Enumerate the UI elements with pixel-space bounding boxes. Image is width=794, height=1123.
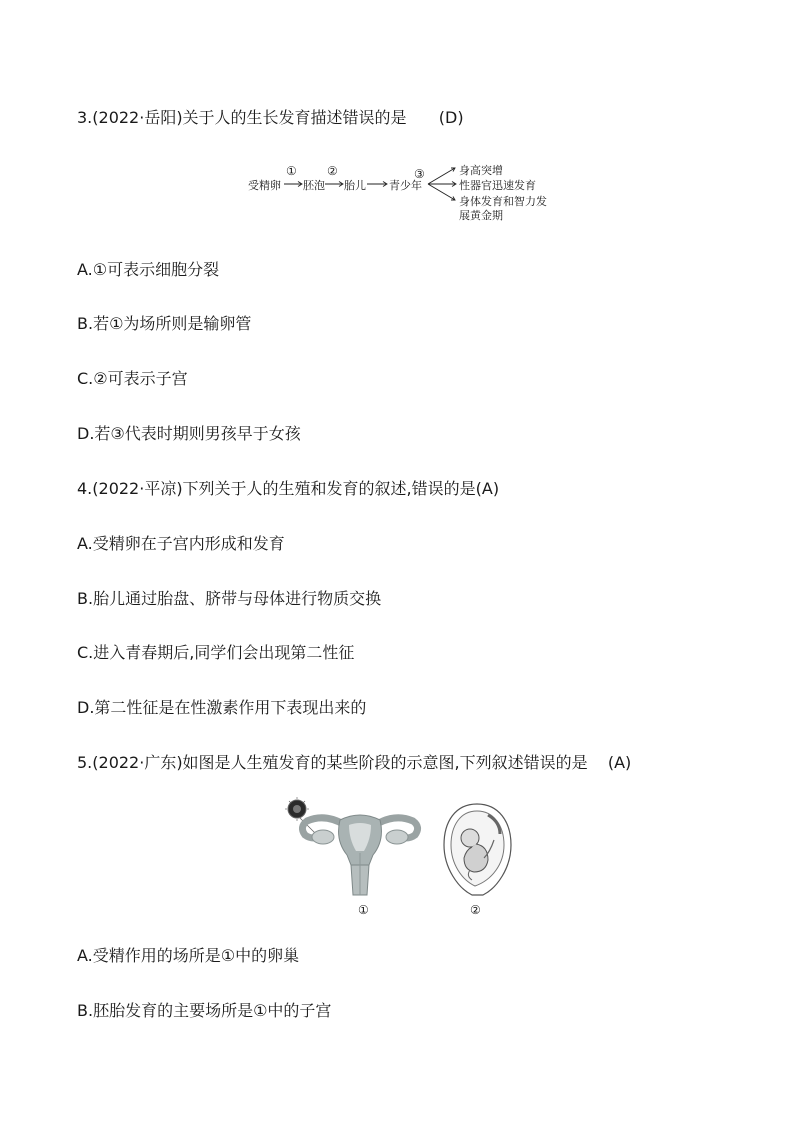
fig2-label: ② (470, 903, 481, 917)
q5-stem: 5.(2022·广东)如图是人生殖发育的某些阶段的示意图,下列叙述错误的是 (77, 753, 588, 772)
flow-node-blastocyst: 胚泡 (303, 179, 325, 192)
flow-circle-3: ③ (414, 167, 425, 181)
fetus-illustration (440, 800, 515, 900)
q5-answer: (A) (607, 753, 632, 772)
uterus-figure (285, 795, 435, 917)
q3-flow-diagram (248, 162, 558, 224)
q4-option-c: C.进入青春期后,同学们会出现第二性征 (77, 643, 355, 662)
flow-branch-1: 身高突增 (459, 164, 503, 177)
flow-branch-2: 性器官迅速发育 (459, 179, 536, 192)
q4-stem: 4.(2022·平凉)下列关于人的生殖和发育的叙述,错误的是(A) (77, 479, 500, 498)
flow-circle-1: ① (286, 164, 297, 178)
q4-option-b: B.胎儿通过胎盘、脐带与母体进行物质交换 (77, 589, 382, 608)
q4-option-d: D.第二性征是在性激素作用下表现出来的 (77, 698, 367, 717)
flow-node-zygote: 受精卵 (248, 179, 281, 192)
q3-option-b: B.若①为场所则是输卵管 (77, 314, 252, 333)
flow-node-adolescent: 青少年 (389, 179, 422, 192)
q3-stem: 3.(2022·岳阳)关于人的生长发育描述错误的是 (77, 108, 407, 127)
flow-branch-3b: 展黄金期 (459, 209, 503, 222)
q3-option-d: D.若③代表时期则男孩早于女孩 (77, 424, 301, 443)
q5-option-a: A.受精作用的场所是①中的卵巢 (77, 946, 300, 965)
q4-option-a: A.受精卵在子宫内形成和发育 (77, 534, 285, 553)
q5-option-b: B.胚胎发育的主要场所是①中的子宫 (77, 1001, 332, 1020)
fig1-label: ① (358, 903, 369, 917)
q3-option-a: A.①可表示细胞分裂 (77, 260, 220, 279)
uterus-illustration (285, 795, 435, 900)
q3-stem-line (77, 108, 464, 128)
flow-circle-2: ② (327, 164, 338, 178)
flow-branch-3a: 身体发育和智力发 (459, 195, 547, 208)
flow-node-fetus: 胎儿 (344, 179, 366, 192)
q5-stem-line (77, 753, 631, 773)
fetus-figure (440, 800, 515, 917)
q3-answer: (D) (438, 108, 464, 127)
q3-option-c: C.②可表示子宫 (77, 369, 188, 388)
